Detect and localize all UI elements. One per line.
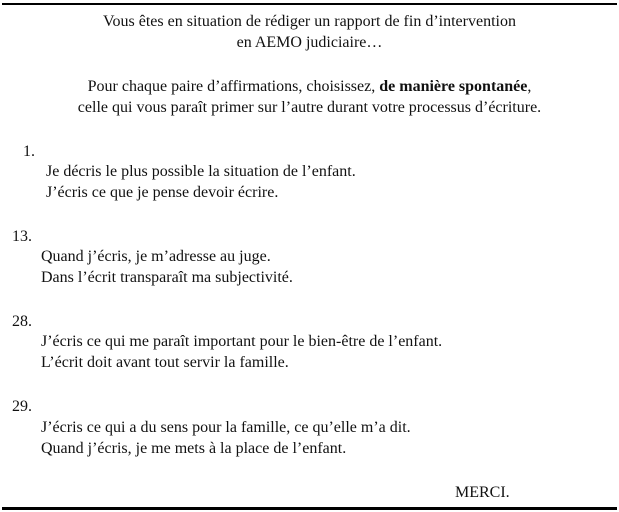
- top-rule: [2, 3, 617, 5]
- instructions-line-1-start: Pour chaque paire d’affirmations, choisissez,: [87, 78, 380, 95]
- instructions-line-1: [0, 76, 619, 97]
- instructions-emphasis: de manière spontanée: [379, 78, 528, 95]
- closing-text: MERCI.: [455, 484, 510, 501]
- intro-text: [0, 11, 619, 53]
- item-number: 13.: [12, 228, 32, 245]
- item-number: 28.: [12, 313, 32, 330]
- bottom-rule: [2, 507, 617, 510]
- instructions-text: [0, 76, 619, 118]
- item-number: 1.: [23, 143, 35, 160]
- item-statement-b: Quand j’écris, je me mets à la place de l’enfant.: [41, 440, 347, 457]
- intro-line-2: en AEMO judiciaire…: [236, 34, 383, 51]
- item-statement-a: Je décris le plus possible la situation de l’enfant.: [46, 163, 356, 180]
- item-statement-a: J’écris ce qui a du sens pour la famille, ce qu’elle m’a dit.: [41, 419, 411, 436]
- item-number: 29.: [12, 398, 32, 415]
- item-statement-a: J’écris ce qui me paraît important pour le bien-être de l’enfant.: [41, 333, 443, 350]
- instructions-line-1-end: ,: [527, 78, 532, 95]
- item-statement-b: Dans l’écrit transparaît ma subjectivité.: [41, 269, 293, 286]
- item-statement-b: L’écrit doit avant tout servir la famille.: [41, 354, 289, 371]
- instructions-line-2: celle qui vous paraît primer sur l’autre durant votre processus d’écriture.: [77, 99, 542, 116]
- item-statement-a: Quand j’écris, je m’adresse au juge.: [41, 248, 271, 265]
- intro-line-1: Vous êtes en situation de rédiger un rapport de fin d’intervention: [103, 13, 516, 30]
- item-statement-b: J’écris ce que je pense devoir écrire.: [46, 184, 279, 201]
